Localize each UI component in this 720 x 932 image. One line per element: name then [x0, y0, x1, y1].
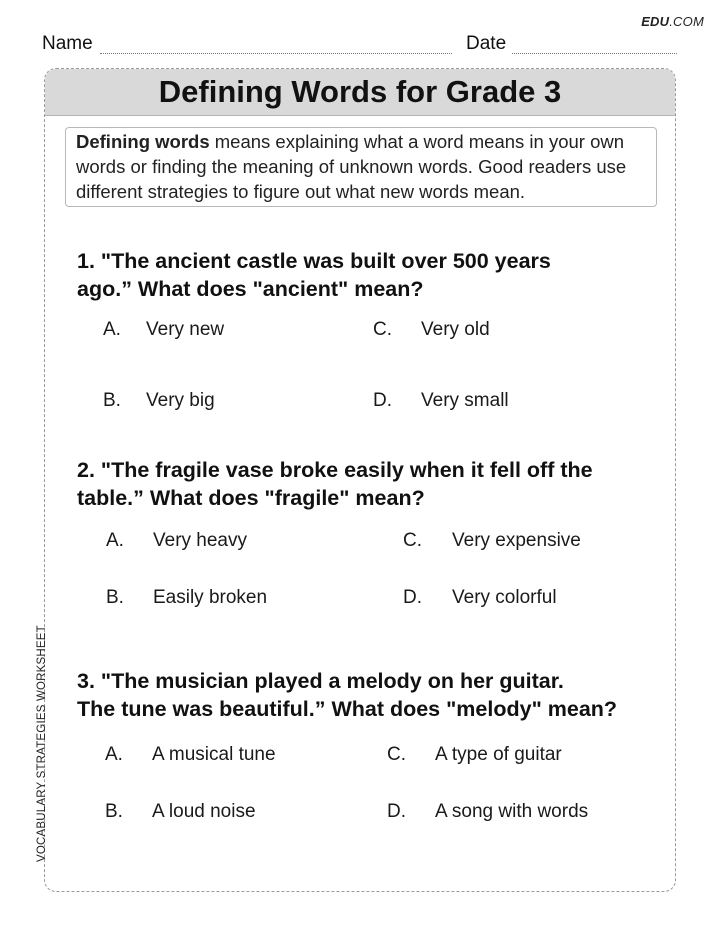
option-letter: D.: [387, 801, 406, 822]
option-text: A type of guitar: [435, 744, 562, 765]
option-letter: C.: [387, 744, 406, 765]
question-3-line-1: 3. "The musician played a melody on her guitar.: [77, 669, 564, 693]
q1-option-a[interactable]: [103, 319, 224, 341]
option-letter: C.: [403, 530, 422, 551]
option-text: A song with words: [435, 801, 589, 822]
option-letter: D.: [373, 390, 392, 411]
q2-option-a[interactable]: [106, 530, 247, 552]
option-letter: A.: [105, 744, 123, 765]
option-text: Very small: [421, 390, 509, 411]
q2-option-d[interactable]: [403, 587, 557, 609]
option-text: Very expensive: [452, 530, 581, 551]
q2-option-b[interactable]: [106, 587, 267, 609]
option-text: A musical tune: [152, 744, 276, 765]
option-text: Very old: [421, 319, 490, 340]
brand-logo-suffix: .COM: [669, 14, 704, 29]
question-1-line-1: 1. "The ancient castle was built over 500 years: [77, 249, 551, 273]
option-text: A loud noise: [152, 801, 256, 822]
question-3-line-2: The tune was beautiful.” What does "melody" mean?: [77, 697, 618, 721]
q3-option-c[interactable]: [387, 744, 562, 766]
q1-option-b[interactable]: [103, 390, 215, 412]
option-text: Very big: [146, 390, 215, 411]
option-letter: B.: [106, 587, 124, 608]
definition-box: [65, 127, 657, 207]
option-text: Very heavy: [153, 530, 247, 551]
worksheet-category-label: VOCABULARY STRATEGIES WORKSHEET: [36, 625, 48, 862]
option-text: Very new: [146, 319, 225, 340]
worksheet-title: Defining Words for Grade 3: [45, 69, 675, 116]
q1-option-d[interactable]: [373, 390, 509, 412]
option-letter: D.: [403, 587, 422, 608]
date-label: Date: [466, 33, 507, 54]
q3-option-b[interactable]: [105, 801, 256, 823]
option-letter: B.: [103, 390, 121, 411]
question-2: [77, 456, 657, 512]
q2-option-c[interactable]: [403, 530, 581, 552]
question-2-line-1: 2. "The fragile vase broke easily when it fell off the: [77, 458, 593, 482]
definition-text: means explaining what a word means in your own words or finding the meaning of unknown words. Good readers use different strategies to figure out what new words mean.: [76, 131, 627, 202]
option-letter: B.: [105, 801, 123, 822]
brand-logo: [641, 14, 704, 29]
question-1: [77, 247, 657, 303]
worksheet-card: [44, 68, 676, 892]
date-field[interactable]: [512, 53, 677, 54]
question-1-line-2: ago.” What does "ancient" mean?: [77, 277, 424, 301]
option-text: Very colorful: [452, 587, 557, 608]
q3-option-d[interactable]: [387, 801, 588, 823]
question-3: [77, 667, 657, 723]
q1-option-c[interactable]: [373, 319, 490, 341]
brand-logo-bold: EDU: [641, 14, 670, 29]
option-letter: A.: [106, 530, 124, 551]
name-label: Name: [42, 33, 93, 54]
q3-option-a[interactable]: [105, 744, 276, 766]
option-letter: C.: [373, 319, 392, 340]
name-field[interactable]: [100, 53, 452, 54]
definition-term: Defining words: [76, 131, 210, 152]
question-2-line-2: table.” What does "fragile" mean?: [77, 486, 425, 510]
option-text: Easily broken: [153, 587, 268, 608]
option-letter: A.: [103, 319, 121, 340]
